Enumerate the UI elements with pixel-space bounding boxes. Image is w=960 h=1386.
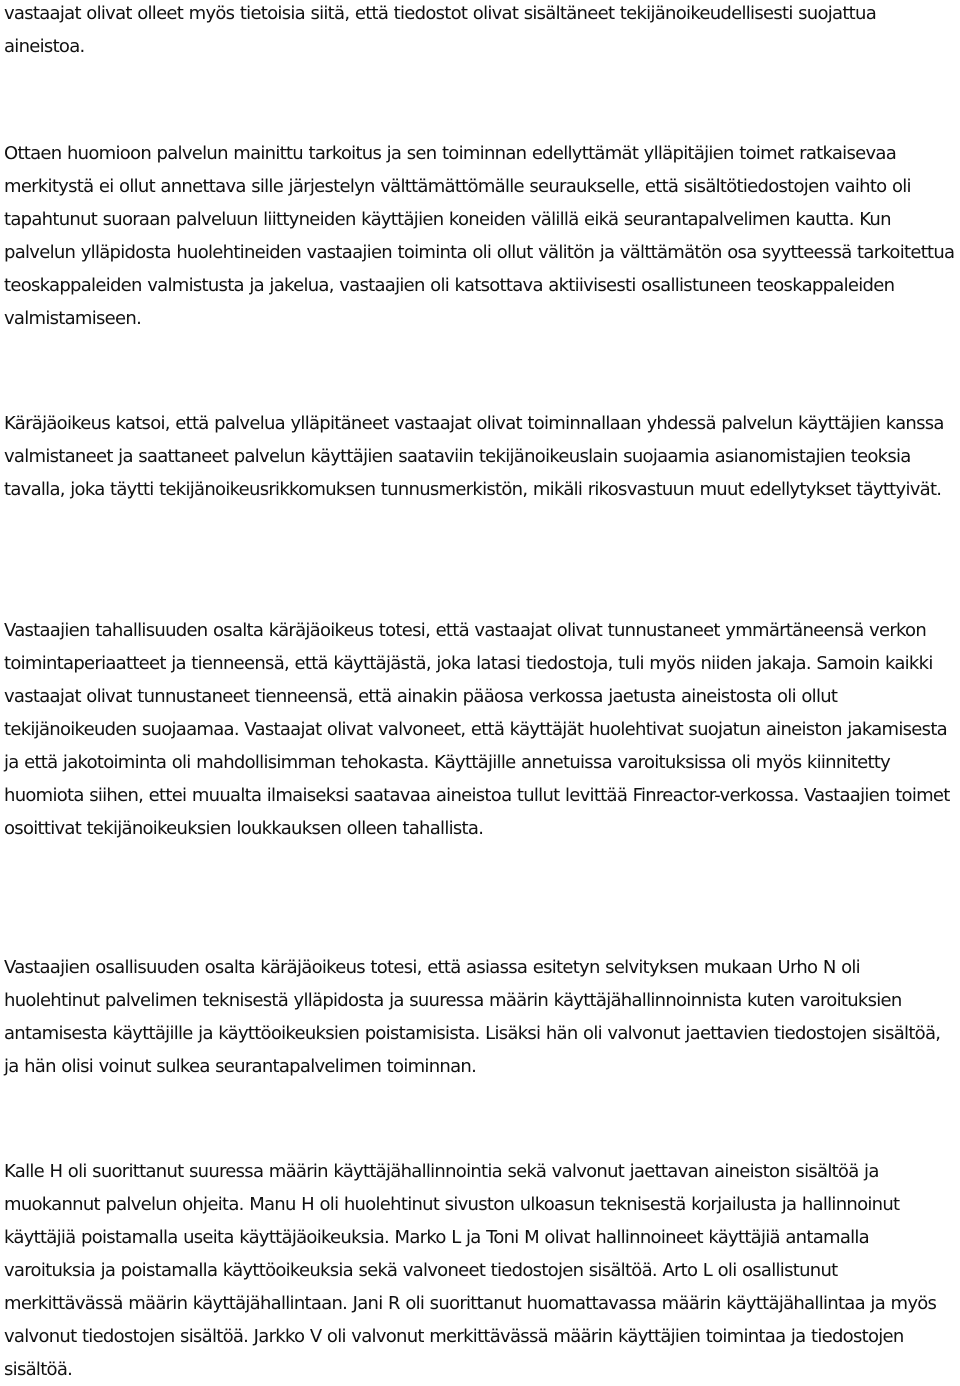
paragraph-service-purpose: Ottaen huomioon palvelun mainittu tarkoitus ja sen toiminnan edellyttämät ylläpitäjien toimet ratkaisevaa merkitystä ei ollut annettava sille järjestelyn välttämättömälle seuraukselle, että sisältötiedostojen vaihto oli tapahtunut suoraan palveluun liittyneiden käyttäjien koneiden välillä eikä seurantapalvelimen kautta. Kun palvelun ylläpidosta huolehtineiden vastaajien toiminta oli ollut välitön ja välttämätön osa syytteessä tarkoitettua teoskappaleiden valmistusta ja jakelua, vastaajien oli katsottava aktiivisesti osallistuneen teoskappaleiden valmistamiseen. xyxy=(4,143,955,329)
paragraph-continuation: vastaajat olivat olleet myös tietoisia siitä, että tiedostot olivat sisältäneet tekijänoikeudellisesti suojattua aineistoa. xyxy=(4,3,877,57)
paragraph-court-finding: Käräjäoikeus katsoi, että palvelua ylläpitäneet vastaajat olivat toiminnallaan yhdessä palvelun käyttäjien kanssa valmistaneet ja saattaneet palvelun käyttäjien saataviin tekijänoikeuslain suojaamia asianomistajien teoksia tavalla, joka täytti tekijänoikeusrikkomuksen tunnusmerkistön, mikäli rikosvastuun muut edellytykset täyttyivät. xyxy=(4,413,944,500)
paragraph-participation: Vastaajien osallisuuden osalta käräjäoikeus totesi, että asiassa esitetyn selvityksen mukaan Urho N oli huolehtinut palvelimen teknisestä ylläpidosta ja suuressa määrin käyttäjähallinnoinnista kuten varoituksien antamisesta käyttäjille ja käyttöoikeuksien poistamisista. Lisäksi hän oli valvonut jaettavien tiedostojen sisältöä, ja hän olisi voinut sulkea seurantapalvelimen toiminnan. xyxy=(4,957,941,1077)
paragraph-intent: Vastaajien tahallisuuden osalta käräjäoikeus totesi, että vastaajat olivat tunnustaneet ymmärtäneensä verkon toimintaperiaatteet ja tienneensä, että käyttäjästä, joka latasi tiedostoja, tuli myös niiden jakaja. Samoin kaikki vastaajat olivat tunnustaneet tienneensä, että ainakin pääosa verkossa jaetusta aineistosta oli ollut tekijänoikeuden suojaamaa. Vastaajat olivat valvoneet, että käyttäjät huolehtivat suojatun aineiston jakamisesta ja että jakotoiminta oli mahdollisimman tehokasta. Käyttäjille annetuissa varoituksissa oli myös kiinnitetty huomiota siihen, ettei muualta ilmaiseksi saatavaa aineistoa tullut levittää Finreactor-verkossa. Vastaajien toimet osoittivat tekijänoikeuksien loukkauksen olleen tahallista. xyxy=(4,620,950,839)
paragraph-individual-roles: Kalle H oli suorittanut suuressa määrin käyttäjähallinnointia sekä valvonut jaettavan aineiston sisältöä ja muokannut palvelun ohjeita. Manu H oli huolehtinut sivuston ulkoasun teknisestä korjailusta ja hallinnoinut käyttäjiä poistamalla useita käyttäjäoikeuksia. Marko L ja Toni M olivat hallinnoineet käyttäjiä antamalla varoituksia ja poistamalla käyttöoikeuksia sekä valvoneet tiedostojen sisältöä. Arto L oli osallistunut merkittävässä määrin käyttäjähallintaan. Jani R oli suorittanut huomattavassa määrin käyttäjähallintaa ja myös valvonut tiedostojen sisältöä. Jarkko V oli valvonut merkittävässä määrin käyttäjien toimintaa ja tiedostojen sisältöä. xyxy=(4,1161,937,1380)
